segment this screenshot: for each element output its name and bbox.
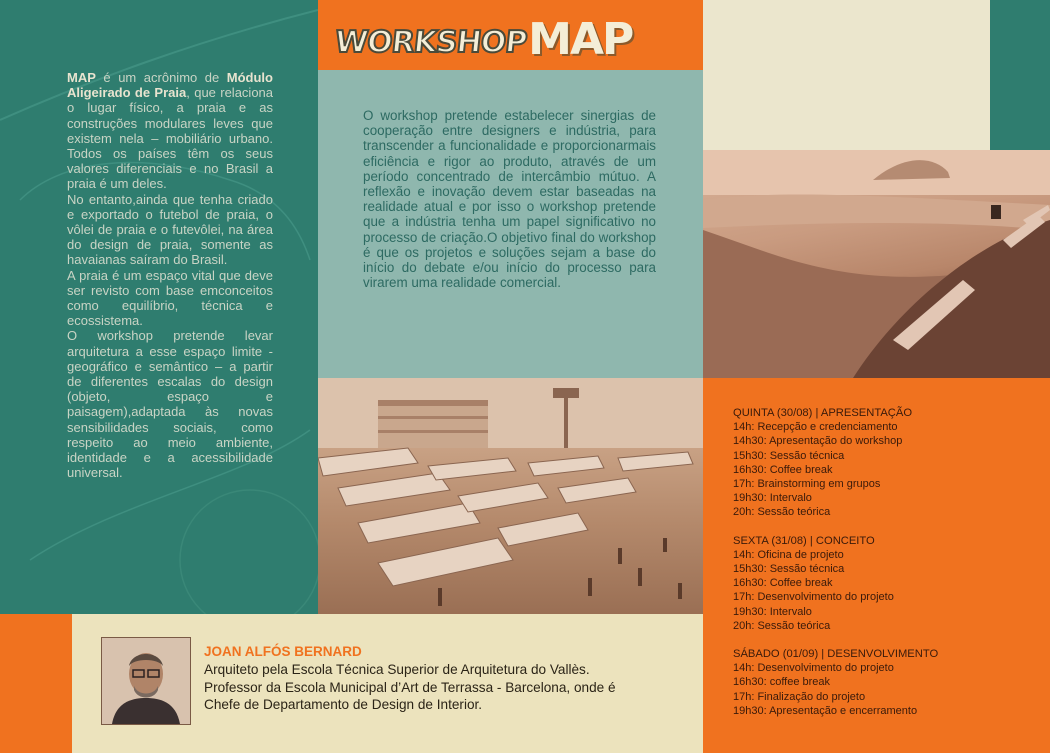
- schedule-item: 16h30: coffee break: [733, 676, 831, 689]
- speaker-bio-line: Arquiteto pela Escola Técnica Superior de Arquitetura do Vallès.: [204, 662, 590, 677]
- title-map: MAP: [528, 14, 633, 65]
- acronym-text: é um acrônimo de: [95, 70, 227, 85]
- schedule-day: [733, 647, 1033, 718]
- schedule-day-title: SEXTA (31/08) | CONCEITO: [733, 534, 875, 547]
- acronym-expansion: Módulo Aligeirado de Praia: [67, 70, 273, 101]
- workshop-title: [335, 8, 632, 68]
- orange-panel-bottom-left: [0, 614, 72, 753]
- paragraph-brazil: No entanto,ainda que tenha criado e exportado o futebol de praia, o vôlei de praia e o futevôlei, na área do design de praia, somente as havaianas saíram do Brasil.: [67, 191, 273, 268]
- schedule-item: 14h: Oficina de projeto: [733, 548, 844, 561]
- schedule-item: 20h: Sessão teórica: [733, 506, 831, 519]
- schedule-item: 17h: Brainstorming em grupos: [733, 478, 881, 491]
- map-description: [67, 70, 273, 480]
- schedule-item: 14h: Recepção e credenciamento: [733, 421, 898, 434]
- schedule-item: 15h30: Sessão técnica: [733, 563, 845, 576]
- speaker-bio-line: Chefe de Departamento de Design de Interior.: [204, 697, 483, 712]
- intro-text: O workshop pretende estabelecer sinergias de cooperação entre designers e indústria, para transcender a funcionalidade e proporcionarmais eficiência e rigor ao produto, através de um período concentrado de intercâmbio mútuo. A reflexão e inovação devem estar baseadas na realidade atual e por isso o workshop pretende que a indústria tenha um papel significativo no processo de criação.O objetivo final do workshop é que os projetos e soluções sejam a base do início do debate e/ou início do processo para virarem uma realidade comercial.: [363, 108, 656, 291]
- schedule-item: 16h30: Coffee break: [733, 463, 833, 476]
- schedule-item: 17h: Finalização do projeto: [733, 690, 866, 703]
- schedule-item: 19h30: Apresentação e encerramento: [733, 704, 918, 717]
- schedule-day: [733, 406, 1033, 520]
- speaker-photo: [101, 637, 191, 725]
- schedule-item: 16h30: Coffee break: [733, 577, 833, 590]
- paragraph-beach: A praia é um espaço vital que deve ser revisto com base emconceitos como equilíbrio, técnica e ecossistema.: [67, 267, 273, 329]
- acronym-term: MAP: [67, 70, 96, 85]
- speaker-bio-line: Professor da Escola Municipal d’Art de Terrassa - Barcelona, onde é: [204, 679, 616, 695]
- schedule-item: 19h30: Intervalo: [733, 605, 812, 618]
- beach-market-photo: [318, 378, 703, 614]
- teal-panel-top-right: [990, 0, 1050, 150]
- paper-panel-top-right: [703, 0, 990, 150]
- schedule-item: 15h30: Sessão técnica: [733, 449, 845, 462]
- paragraph-goal: O workshop pretende levar arquitetura a esse espaço limite - geográfico e semântico – a partir de diferentes escalas do design (objeto, espaço e paisagem),adaptada às novas sensibilidades sociais, como respeito ao meio ambiente, identidade e a acessibilidade universal.: [67, 328, 273, 481]
- schedule-item: 20h: Sessão teórica: [733, 619, 831, 632]
- schedule-item: 14h30: Apresentação do workshop: [733, 435, 903, 448]
- beach-photo: [703, 150, 1050, 378]
- speaker-name: JOAN ALFÓS BERNARD: [204, 644, 362, 659]
- schedule-list: [733, 406, 1033, 732]
- title-workshop: WORKSHOP: [333, 25, 529, 60]
- schedule-item: 17h: Desenvolvimento do projeto: [733, 591, 894, 604]
- schedule-day: [733, 534, 1033, 633]
- schedule-day-title: SÁBADO (01/09) | DESENVOLVIMENTO: [733, 648, 939, 661]
- speaker-bio: [204, 661, 684, 714]
- paragraph-acronym: [67, 70, 273, 192]
- acronym-text-continued: , que relaciona o lugar físico, a praia e as construções modulares leves que existem nela – mobiliário urbano. Todos os países têm os seus valores diferenciais e no Brasil a praia é um deles.: [67, 85, 274, 192]
- schedule-day-title: QUINTA (30/08) | APRESENTAÇÃO: [733, 407, 913, 419]
- schedule-item: 19h30: Intervalo: [733, 492, 812, 505]
- schedule-item: 14h: Desenvolvimento do projeto: [733, 662, 894, 675]
